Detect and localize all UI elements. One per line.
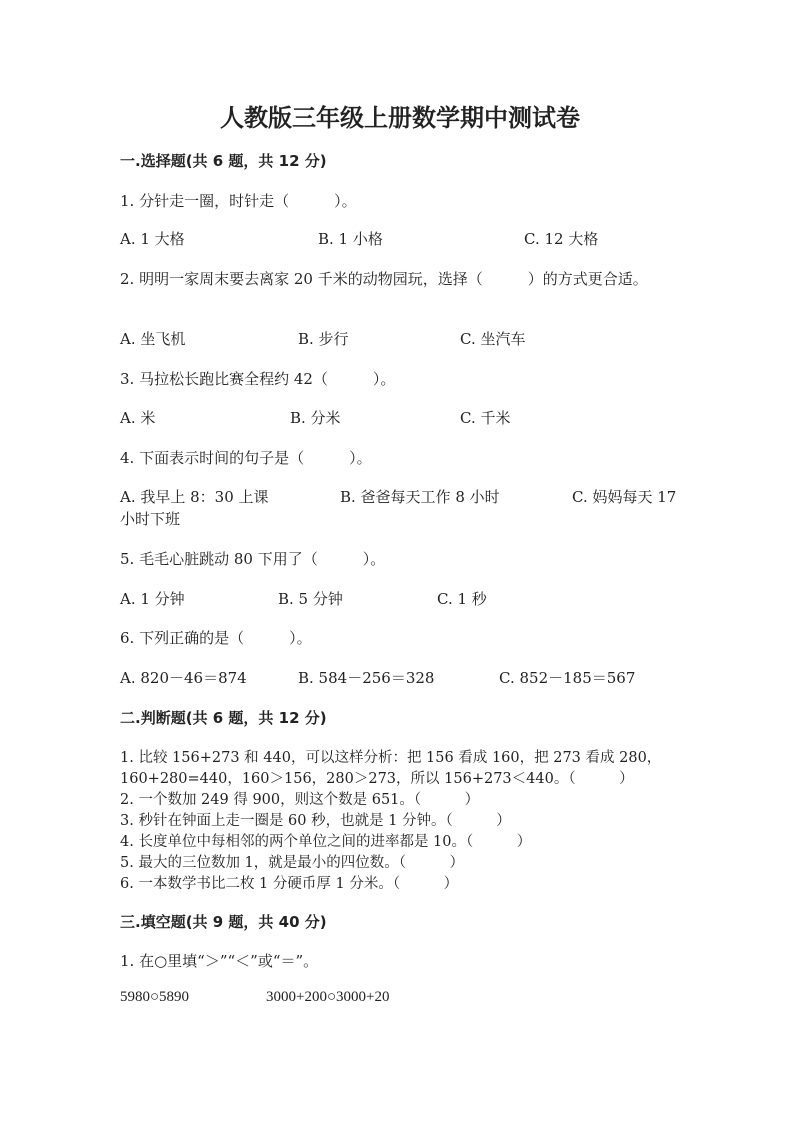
section-heading-choice: 一.选择题(共 6 题，共 12 分) bbox=[120, 152, 327, 170]
judgment-line: 3. 秒针在钟面上走一圈是 60 秒，也就是 1 分钟。（ ） bbox=[120, 813, 511, 829]
question-5-option-c: C. 1 秒 bbox=[437, 590, 487, 608]
judgment-line: 1. 比较 156+273 和 440，可以这样分析：把 156 看成 160，把 273 看成 280， bbox=[120, 750, 662, 766]
judgment-line: 5. 最大的三位数加 1，就是最小的四位数。（ ） bbox=[120, 855, 465, 871]
fill-question-1-stem: 1. 在○里填“＞”“＜”或“＝”。 bbox=[120, 952, 319, 970]
exam-title: 人教版三年级上册数学期中测试卷 bbox=[220, 103, 580, 132]
question-6-stem: 6. 下列正确的是（ ）。 bbox=[120, 629, 312, 647]
question-6-option-c: C. 852－185＝567 bbox=[499, 669, 636, 687]
question-5-option-a: A. 1 分钟 bbox=[120, 590, 185, 608]
question-2-stem: 2. 明明一家周末要去离家 20 千米的动物园玩，选择（ ）的方式更合适。 bbox=[120, 270, 648, 288]
question-1-stem: 1. 分针走一圈，时针走（ ）。 bbox=[120, 192, 357, 210]
question-4-option-b: B. 爸爸每天工作 8 小时 bbox=[340, 488, 500, 506]
question-1-option-a: A. 1 大格 bbox=[120, 230, 185, 248]
question-4-option-a: A. 我早上 8：30 上课 bbox=[120, 488, 269, 506]
question-3-option-a: A. 米 bbox=[120, 409, 156, 427]
question-5-option-b: B. 5 分钟 bbox=[278, 590, 343, 608]
judgment-line: 160+280=440，160＞156，280＞273，所以 156+273＜440。（ ） bbox=[120, 771, 634, 787]
judgment-line: 4. 长度单位中每相邻的两个单位之间的进率都是 10。（ ） bbox=[120, 834, 532, 850]
question-4-option-c: C. 妈妈每天 17 bbox=[572, 488, 677, 506]
question-2-option-b: B. 步行 bbox=[298, 330, 349, 348]
judgment-line: 6. 一本数学书比二枚 1 分硬币厚 1 分米。（ ） bbox=[120, 876, 459, 892]
question-3-option-b: B. 分米 bbox=[290, 409, 341, 427]
judgment-line: 2. 一个数加 249 得 900，则这个数是 651。（ ） bbox=[120, 792, 480, 808]
question-3-option-c: C. 千米 bbox=[460, 409, 511, 427]
question-2-option-a: A. 坐飞机 bbox=[120, 330, 186, 348]
question-1-option-c: C. 12 大格 bbox=[524, 230, 599, 248]
question-4-option-c-continued: 小时下班 bbox=[120, 510, 181, 528]
question-3-stem: 3. 马拉松长跑比赛全程约 42（ ）。 bbox=[120, 370, 396, 388]
section-heading-fill-in: 三.填空题(共 9 题，共 40 分) bbox=[120, 913, 327, 931]
question-2-option-c: C. 坐汽车 bbox=[460, 330, 526, 348]
question-4-stem: 4. 下面表示时间的句子是（ ）。 bbox=[120, 449, 372, 467]
fill-question-1-item-2: 3000+200○3000+20 bbox=[266, 989, 390, 1005]
question-6-option-b: B. 584－256＝328 bbox=[298, 669, 435, 687]
question-5-stem: 5. 毛毛心脏跳动 80 下用了（ ）。 bbox=[120, 550, 386, 568]
section-heading-judgment: 二.判断题(共 6 题，共 12 分) bbox=[120, 709, 327, 727]
fill-question-1-item-1: 5980○5890 bbox=[120, 989, 190, 1005]
question-1-option-b: B. 1 小格 bbox=[318, 230, 383, 248]
question-6-option-a: A. 820－46＝874 bbox=[120, 669, 247, 687]
